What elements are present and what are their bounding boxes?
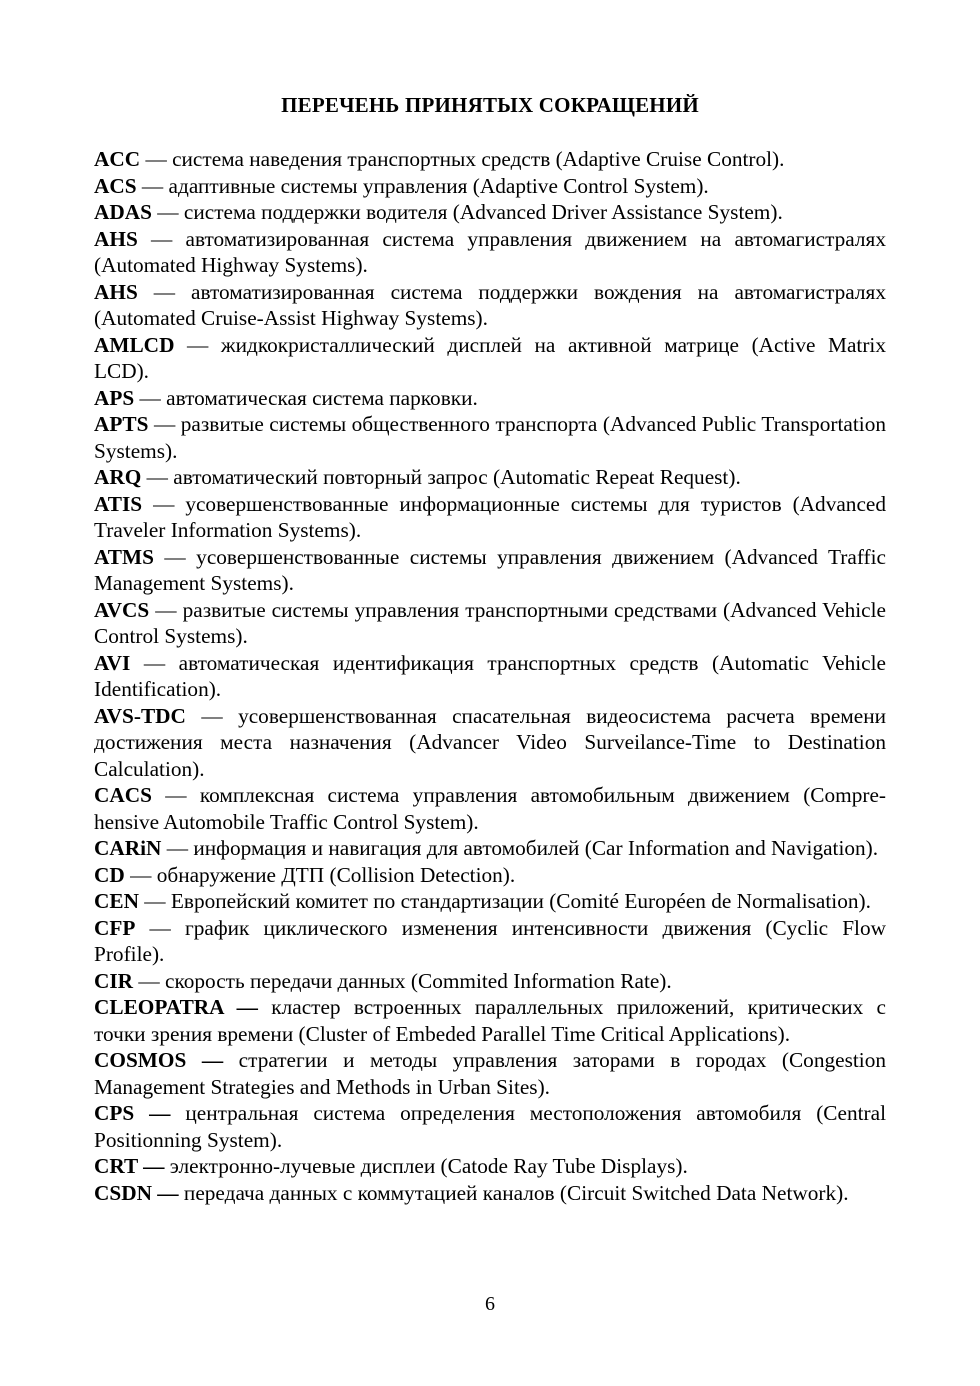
abbreviation-definition: кластер встроенных параллельных приложений, критических с точки зрения времени (Cluster of Embeded Parallel Time Critical Applications).	[94, 995, 886, 1046]
abbreviation-entry	[94, 782, 886, 835]
abbreviation-definition: центральная система определения местоположения автомобиля (Central Positionning System).	[94, 1101, 886, 1152]
abbreviation-entry	[94, 464, 886, 491]
abbreviation-definition: — система поддержки водителя (Advanced Driver Assistance System).	[151, 200, 783, 224]
abbreviation-term: AVCS	[94, 597, 150, 622]
abbreviation-definition: — усовершенствованные информационные системы для туристов (Advanced Traveler Information Systems).	[94, 491, 886, 542]
abbreviation-entry	[94, 915, 886, 968]
abbreviation-entry	[94, 862, 886, 889]
abbreviation-term: APS	[94, 385, 135, 410]
abbreviation-definition: стратегии и методы управления заторами в городах (Congestion Management Strategies and Methods in Urban Sites).	[94, 1048, 887, 1099]
abbreviation-entry	[94, 146, 886, 173]
abbreviation-definition: — обнаружение ДТП (Collision Detection).	[124, 862, 516, 887]
abbreviation-definition: электронно-лучевые дисплеи (Catode Ray Tube Displays).	[164, 1154, 688, 1178]
abbreviation-entry	[94, 703, 886, 783]
abbreviation-entry	[94, 173, 886, 200]
abbreviation-definition: — автоматическая система парковки.	[134, 385, 478, 410]
abbreviation-term: AHS	[94, 279, 138, 304]
page-number: 6	[485, 1293, 495, 1315]
abbreviation-definition: — Европейский комитет по стандартизации (Comité Européen de Normalisation).	[138, 889, 871, 913]
abbreviation-term: ATMS	[94, 544, 154, 569]
abbreviation-definition: — скорость передачи данных (Commited Information Rate).	[133, 968, 672, 993]
abbreviation-definition: — усовершенствованная спасательная видеосистема расчета времени достижения места назначения (Advancer Video Surveilance-Time to Destination Calculation).	[94, 703, 886, 781]
abbreviation-definition: — система наведения транспортных средств (Adaptive Cruise Control).	[140, 147, 785, 171]
abbreviation-term: AHS	[94, 226, 138, 251]
abbreviation-entry	[94, 279, 886, 332]
abbreviation-definition: — усовершенствованные системы управления движением (Advanced Traffic Management Systems).	[94, 544, 886, 595]
abbreviation-definition: передача данных с коммутацией каналов (Circuit Switched Data Network).	[178, 1180, 849, 1205]
abbreviation-term: ADAS	[94, 200, 152, 224]
abbreviation-entry	[94, 994, 886, 1047]
abbreviation-definition: — автоматическая идентификация транспортных средств (Automatic Vehicle Identification).	[94, 650, 886, 701]
abbreviation-definition: — график циклического изменения интенсивности движения (Cyclic Flow Profile).	[94, 915, 886, 966]
abbreviation-term: AVS-TDC	[94, 703, 186, 728]
abbreviation-definition: — развитые системы общественного транспорта (Advanced Public Transportation Systems).	[94, 412, 886, 463]
abbreviation-entry	[94, 835, 886, 862]
abbreviation-definition: — адаптивные системы управления (Adaptive Control System).	[136, 173, 709, 198]
abbreviation-entry	[94, 1180, 886, 1207]
document-page	[94, 92, 886, 1206]
abbreviation-definition: — жидкокристаллический дисплей на активной матрице (Active Matrix LCD).	[94, 332, 886, 383]
abbreviation-entry	[94, 544, 886, 597]
abbreviation-term: ACC	[94, 147, 141, 171]
abbreviation-term: CRT —	[94, 1154, 165, 1178]
abbreviation-list	[94, 146, 886, 1206]
abbreviation-term: CARiN	[94, 836, 162, 860]
abbreviation-term: CEN	[94, 889, 139, 913]
abbreviation-term: ARQ	[94, 465, 142, 489]
abbreviation-entry	[94, 968, 886, 995]
abbreviation-definition: — автоматизированная система управления движением на автомагистралях (Automated Highway Systems).	[94, 226, 886, 277]
abbreviation-term: CFP	[94, 915, 136, 940]
abbreviation-term: CACS	[94, 783, 152, 807]
abbreviation-definition: — автоматический повторный запрос (Automatic Repeat Request).	[141, 465, 741, 489]
abbreviation-term: CD	[94, 862, 125, 887]
abbreviation-term: ACS	[94, 173, 137, 198]
abbreviation-term: COSMOS —	[94, 1048, 224, 1072]
abbreviation-definition: — автоматизированная система поддержки вождения на автомагистралях (Automated Cruise-Assist Highway Systems).	[94, 279, 886, 330]
abbreviation-entry	[94, 597, 886, 650]
abbreviation-entry	[94, 888, 886, 915]
abbreviation-definition: — комплексная система управления автомобильным движением (Comprehensive Automobile Traffic Control System).	[94, 783, 886, 834]
abbreviation-entry	[94, 226, 886, 279]
abbreviation-entry	[94, 491, 886, 544]
abbreviation-entry	[94, 385, 886, 412]
abbreviation-entry	[94, 411, 886, 464]
abbreviation-entry	[94, 1047, 886, 1100]
abbreviation-entry	[94, 650, 886, 703]
abbreviation-definition: — информация и навигация для автомобилей (Car Information and Navigation).	[161, 836, 879, 860]
abbreviation-term: ATIS	[94, 491, 143, 516]
page-title: ПЕРЕЧЕНЬ ПРИНЯТЫХ СОКРАЩЕНИЙ	[281, 93, 699, 117]
abbreviation-term: CPS —	[94, 1101, 171, 1125]
abbreviation-term: CSDN —	[94, 1180, 179, 1205]
abbreviation-entry	[94, 332, 886, 385]
abbreviation-term: CIR	[94, 968, 134, 993]
abbreviation-entry	[94, 199, 886, 226]
abbreviation-term: APTS	[94, 412, 149, 436]
abbreviation-term: AMLCD	[94, 332, 175, 357]
abbreviation-term: AVI	[94, 650, 131, 675]
abbreviation-entry	[94, 1100, 886, 1153]
abbreviation-entry	[94, 1153, 886, 1180]
abbreviation-definition: — развитые системы управления транспортными средствами (Advanced Vehicle Control Systems).	[94, 597, 886, 648]
abbreviation-term: CLEOPATRA —	[94, 995, 258, 1019]
